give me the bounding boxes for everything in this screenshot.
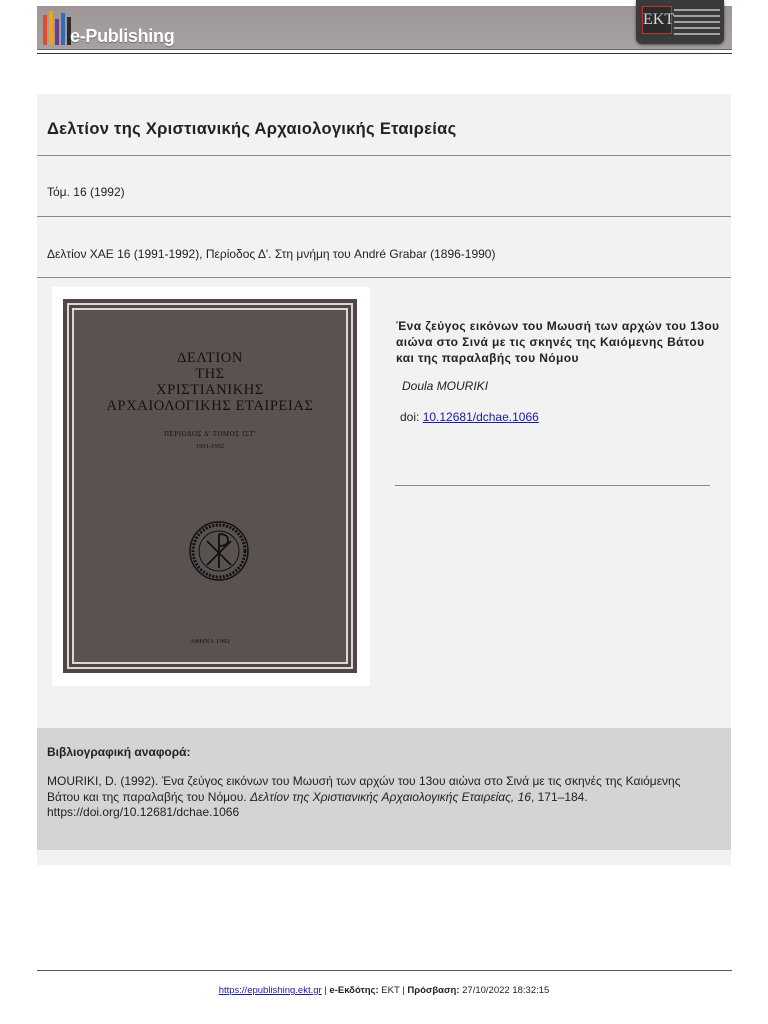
page-footer: https://epublishing.ekt.gr | e-Εκδότης: EKT | Πρόσβαση: 27/10/2022 18:32:15	[218, 985, 550, 996]
doi-link[interactable]: 10.12681/dchae.1066	[422, 410, 539, 424]
ekt-mark: EKT	[642, 6, 672, 34]
citation-heading: Βιβλιογραφική αναφορά:	[47, 745, 191, 759]
ekt-logo[interactable]	[636, 0, 724, 44]
article-doi	[400, 410, 539, 424]
cover-period: ΠΕΡΙΟΔΟΣ Δ' ΤΟΜΟΣ ΙΣΤ'	[164, 430, 256, 438]
cover-years: 1991-1992	[195, 443, 225, 450]
article-divider	[395, 485, 710, 486]
header-divider	[37, 53, 732, 54]
volume-info: Τόμ. 16 (1992)	[47, 185, 125, 199]
article-title: Ένα ζεύγος εικόνων του Μωυσή των αρχών του 13ου αιώνα στο Σινά με τις σκηνές της Καιόμενης Βάτου και της παραλαβής του Νόμου	[396, 319, 720, 365]
epublishing-logo[interactable]: e-Publishing	[70, 26, 175, 46]
journal-cover-image	[52, 287, 370, 686]
site-header	[37, 6, 732, 50]
journal-title: Δελτίον της Χριστιανικής Αρχαιολογικής Εταιρείας	[47, 120, 457, 138]
divider	[37, 277, 731, 278]
citation-text: MOURIKI, D. (1992). Ένα ζεύγος εικόνων του Μωυσή των αρχών του 13ου αιώνα στο Σινά με τις σκηνές της Καιόμενης Βάτου και της παραλαβής του Νόμου. Δελτίον της Χριστιανικής Αρχαιολογικής Εταιρείας, 16, 171–184. https://doi.org/10.12681/dchae.1066	[47, 774, 681, 819]
footer-url-link[interactable]: https://epublishing.ekt.gr	[218, 985, 322, 996]
cover-place: ΑΘΗΝΑ 1992	[189, 638, 231, 645]
ekt-logo-text-lines	[674, 5, 720, 39]
epublishing-logo-bars	[43, 9, 71, 45]
divider	[37, 216, 731, 217]
cover-title: ΔΕΛΤΙΟΝ ΤΗΣ ΧΡΙΣΤΙΑΝΙΚΗΣ ΑΡΧΑΙΟΛΟΓΙΚΗΣ ΕΤΑΙΡΕΙΑΣ	[106, 350, 314, 414]
article-author: Doula MOURIKI	[402, 379, 489, 393]
citation-journal: Δελτίον της Χριστιανικής Αρχαιολογικής Εταιρείας, 16	[249, 789, 531, 804]
issue-info: Δελτίον ΧΑΕ 16 (1991-1992), Περίοδος Δ'. Στη μνήμη του André Grabar (1896-1990)	[47, 247, 496, 261]
chi-rho-seal-icon	[188, 520, 250, 582]
cover-background	[63, 299, 357, 673]
footer-divider	[37, 970, 732, 971]
divider	[37, 155, 731, 156]
doi-label: doi:	[400, 410, 423, 424]
